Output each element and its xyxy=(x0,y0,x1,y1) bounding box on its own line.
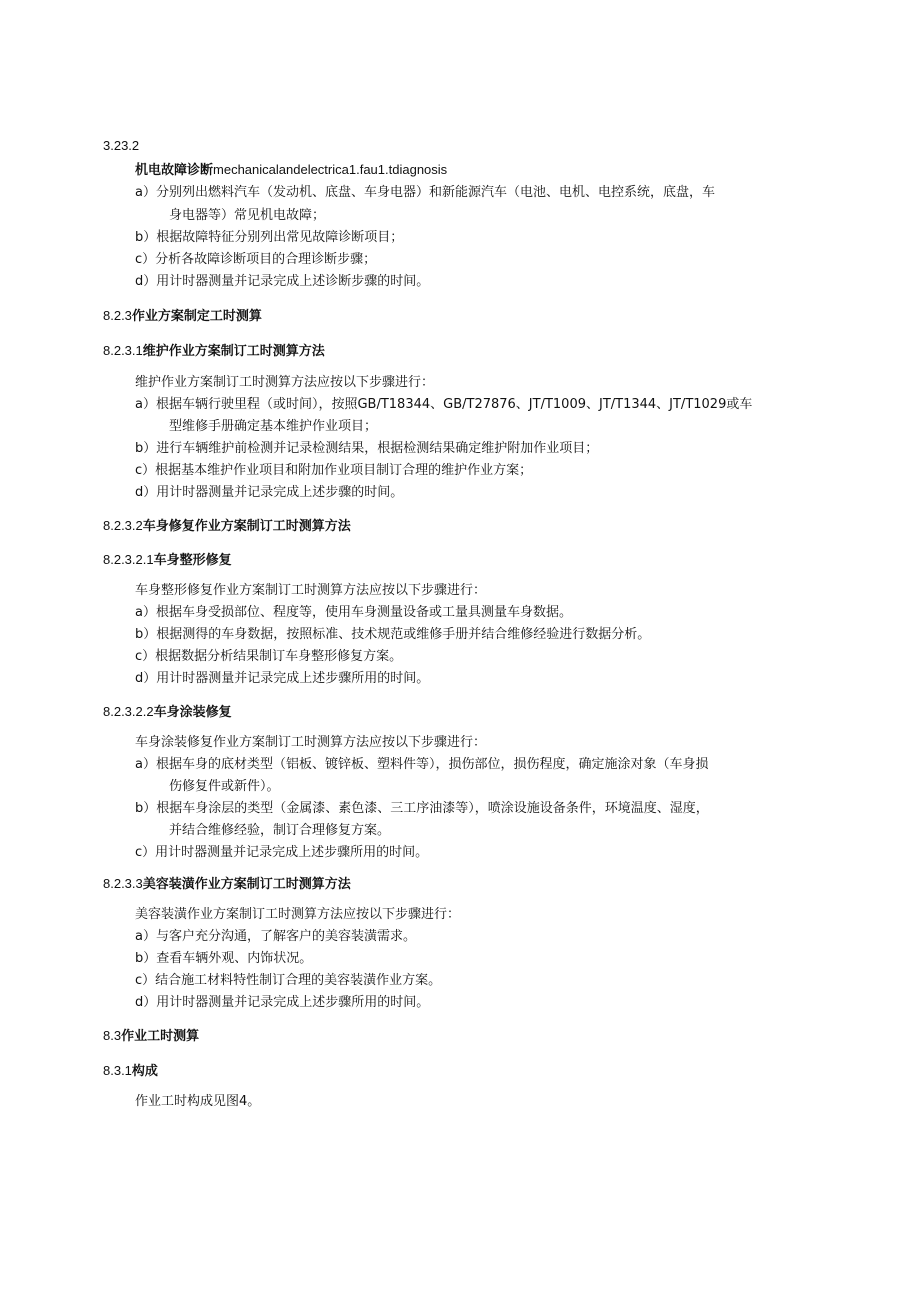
paragraph: 作业工时构成见图4。 xyxy=(135,1094,261,1109)
paragraph: 美容装潢作业方案制订工时测算方法应按以下步骤进行： xyxy=(135,907,461,922)
paragraph: 维护作业方案制订工时测算方法应按以下步骤进行： xyxy=(135,375,435,390)
list-item: a）与客户充分沟通，了解客户的美容装潢需求。 xyxy=(135,929,416,944)
list-item: d）用计时器测量并记录完成上述步骤所用的时间。 xyxy=(135,671,430,686)
paragraph: 车身涂装修复作业方案制订工时测算方法应按以下步骤进行： xyxy=(135,735,487,750)
section-heading: 8.2.3作业方案制定工时测算 xyxy=(103,308,262,324)
list-item-continuation: 型维修手册确定基本维护作业项目； xyxy=(169,419,378,434)
list-item: c）根据数据分析结果制订车身整形修复方案。 xyxy=(135,649,403,664)
list-item: a）根据车身的底材类型（铝板、镀锌板、塑料件等），损伤部位，损伤程度，确定施涂对象（车身损 xyxy=(135,757,709,772)
list-item: c）结合施工材料特性制订合理的美容装潢作业方案。 xyxy=(135,973,442,988)
list-item: c）根据基本维护作业项目和附加作业项目制订合理的维护作业方案； xyxy=(135,463,533,478)
term-title xyxy=(135,161,447,180)
list-item: b）进行车辆维护前检测并记录检测结果，根据检测结果确定维护附加作业项目； xyxy=(135,441,599,456)
section-heading: 8.2.3.2.2车身涂装修复 xyxy=(103,704,232,720)
section-heading: 8.2.3.1维护作业方案制订工时测算方法 xyxy=(103,343,325,359)
list-item: a）根据车身受损部位、程度等，使用车身测量设备或工量具测量车身数据。 xyxy=(135,605,572,620)
list-item: b）根据车身涂层的类型（金属漆、素色漆、三工序油漆等），喷涂设施设备条件，环境温度、湿度， xyxy=(135,801,709,816)
list-item: d）用计时器测量并记录完成上述步骤所用的时间。 xyxy=(135,995,430,1010)
list-item: c）分析各故障诊断项目的合理诊断步骤； xyxy=(135,252,377,267)
list-item: b）根据故障特征分别列出常见故障诊断项目； xyxy=(135,230,404,245)
list-item: a）根据车辆行驶里程（或时间），按照GB/T18344、GB/T27876、JT/T1009、JT/T1344、JT/T1029或车 xyxy=(135,397,753,412)
list-item-continuation: 身电器等）常见机电故障； xyxy=(169,208,326,223)
list-item: b）查看车辆外观、内饰状况。 xyxy=(135,951,313,966)
paragraph: 车身整形修复作业方案制订工时测算方法应按以下步骤进行： xyxy=(135,583,487,598)
list-item: d）用计时器测量并记录完成上述诊断步骤的时间。 xyxy=(135,274,430,289)
list-item: d）用计时器测量并记录完成上述步骤的时间。 xyxy=(135,485,404,500)
section-heading: 8.3作业工时测算 xyxy=(103,1028,200,1044)
term-number: 3.23.2 xyxy=(103,138,140,153)
section-heading: 8.2.3.2车身修复作业方案制订工时测算方法 xyxy=(103,518,351,534)
list-item-continuation: 并结合维修经验，制订合理修复方案。 xyxy=(169,823,391,838)
term-title-en: mechanicalandelectrica1.fau1.tdiagnosis xyxy=(213,162,448,177)
list-item: c）用计时器测量并记录完成上述步骤所用的时间。 xyxy=(135,845,429,860)
section-heading: 8.2.3.3美容装潢作业方案制订工时测算方法 xyxy=(103,876,351,892)
list-item: b）根据测得的车身数据，按照标准、技术规范或维修手册并结合维修经验进行数据分析。 xyxy=(135,627,651,642)
list-item-continuation: 伤修复件或新件）。 xyxy=(169,779,280,794)
term-title-zh: 机电故障诊断 xyxy=(135,163,214,178)
section-heading: 8.3.1构成 xyxy=(103,1063,158,1079)
list-item: a）分别列出燃料汽车（发动机、底盘、车身电器）和新能源汽车（电池、电机、电控系统，底盘，车 xyxy=(135,185,715,200)
section-heading: 8.2.3.2.1车身整形修复 xyxy=(103,552,232,568)
